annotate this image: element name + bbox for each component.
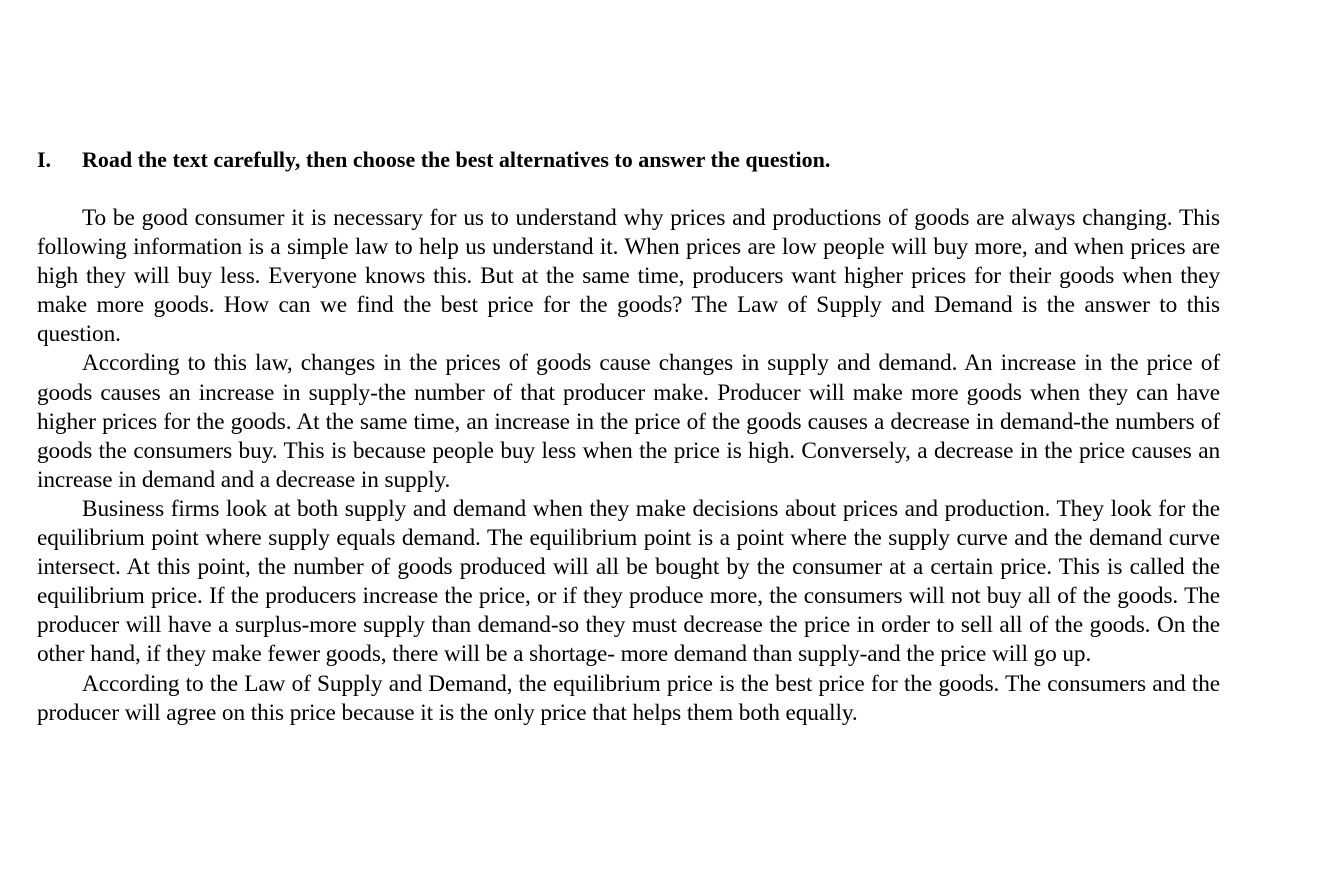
- paragraph-1: To be good consumer it is necessary for us to understand why prices and productions of goods are always changing. This following information is a simple law to help us understand it. When prices are low people will buy more, and when prices are high they will buy less. Everyone knows this. But at the same time, producers want higher prices for their goods when they make more goods. How can we find the best price for the goods? The Law of Supply and Demand is the answer to this question.: [37, 205, 1220, 348]
- paragraph-2: According to this law, changes in the prices of goods cause changes in supply and demand. An increase in the price of goods causes an increase in supply-the number of that producer make. Producer will make more goods when they can have higher prices for the goods. At the same time, an increase in the price of the goods causes a decrease in demand-the numbers of goods the consumers buy. This is because people buy less when the price is high. Conversely, a decrease in the price causes an increase in demand and a decrease in supply.: [37, 350, 1220, 493]
- reading-passage: [37, 204, 1220, 728]
- section-number: I.: [37, 147, 52, 172]
- paragraph-4: According to the Law of Supply and Demand, the equilibrium price is the best price for the goods. The consumers and the producer will agree on this price because it is the only price that helps them both equally.: [37, 670, 1220, 726]
- section-title: Road the text carefully, then choose the best alternatives to answer the question.: [82, 147, 831, 172]
- document-page: [37, 146, 1220, 728]
- paragraph-3: Business firms look at both supply and demand when they make decisions about prices and production. They look for the equilibrium point where supply equals demand. The equilibrium point is a point where the supply curve and the demand curve intersect. At this point, the number of goods produced will all be bought by the consumer at a certain price. This is called the equilibrium price. If the producers increase the price, or if they produce more, the consumers will not buy all of the goods. The producer will have a surplus-more supply than demand-so they must decrease the price in order to sell all of the goods. On the other hand, if they make fewer goods, there will be a shortage- more demand than supply-and the price will go up.: [37, 495, 1220, 668]
- section-heading: [37, 146, 1220, 174]
